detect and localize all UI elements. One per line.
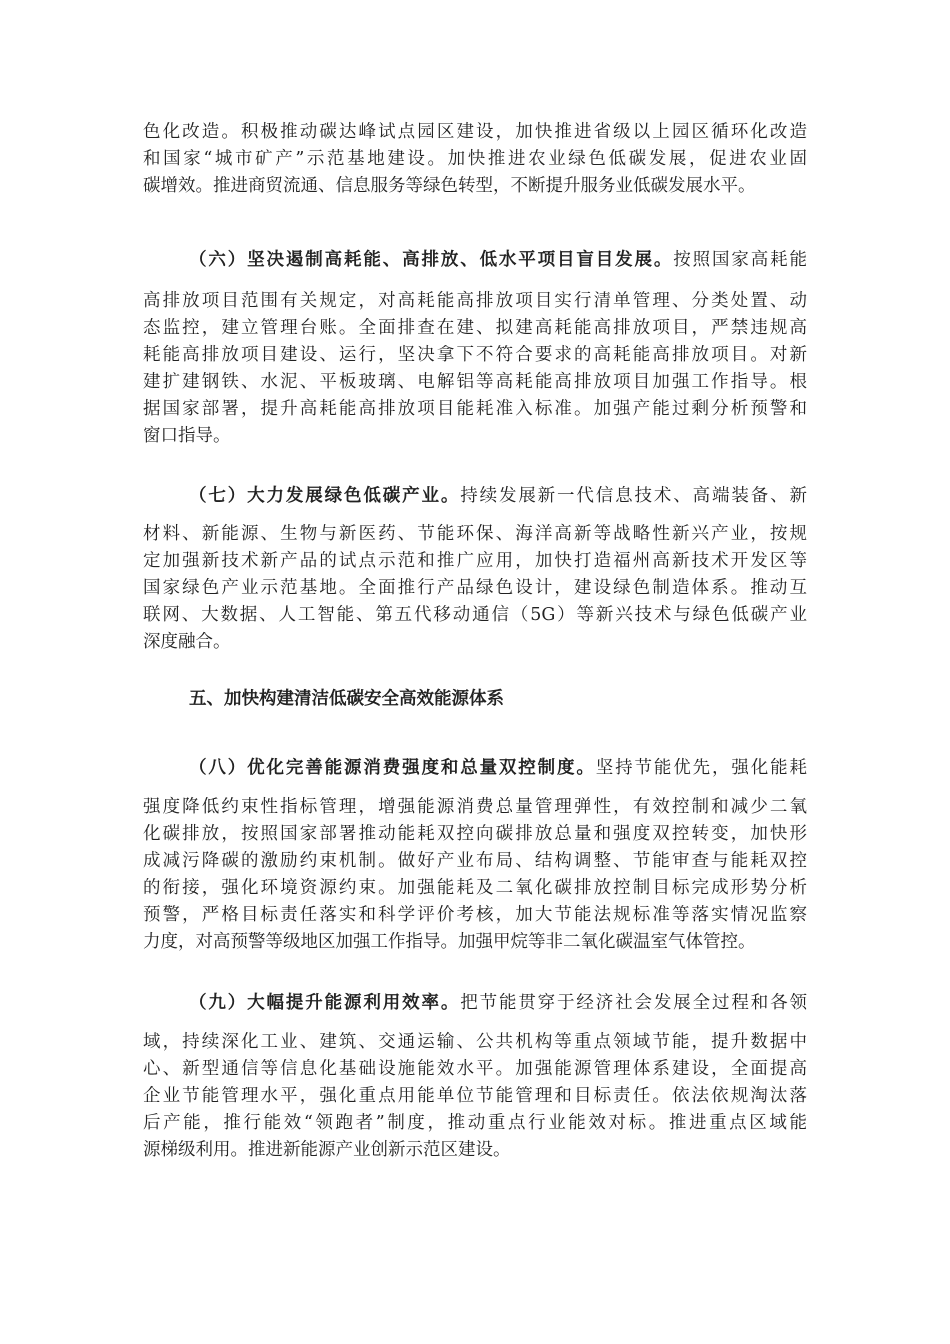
item-8-paragraph	[143, 755, 807, 782]
paragraph-line: 建扩建钢铁、水泥、平板玻璃、电解铝等高耗能高排放项目加强工作指导。根	[143, 372, 807, 392]
paragraph-line: 心、新型通信等信息化基础设施能效水平。加强能源管理体系建设，全面提高	[143, 1059, 807, 1079]
paragraph-line: 力度，对高预警等级地区加强工作指导。加强甲烷等非二氧化碳温室气体管控。	[143, 932, 756, 952]
item-6-heading: （六）坚决遏制高耗能、高排放、低水平项目盲目发展。	[189, 250, 674, 270]
paragraph-line: 后产能，推行能效“领跑者”制度，推动重点行业能效对标。推进重点区域能	[143, 1113, 807, 1133]
paragraph-line: 耗能高排放项目建设、运行，坚决拿下不符合要求的高耗能高排放项目。对新	[143, 345, 807, 365]
paragraph-line: 化碳排放，按照国家部署推动能耗双控向碳排放总量和强度双控转变，加快形	[143, 824, 807, 844]
item-7-heading: （七）大力发展绿色低碳产业。	[189, 486, 461, 506]
paragraph-line: 高排放项目范围有关规定，对高耗能高排放项目实行清单管理、分类处置、动	[143, 291, 807, 311]
paragraph-line: 碳增效。推进商贸流通、信息服务等绿色转型，不断提升服务业低碳发展水平。	[143, 176, 756, 196]
item-7-body	[143, 521, 807, 656]
continuation-paragraph	[143, 119, 807, 200]
item-8-first-line-text: 坚持节能优先，强化能耗	[595, 758, 808, 778]
paragraph-line: 的衔接，强化环境资源约束。加强能耗及二氧化碳排放控制目标完成形势分析	[143, 878, 807, 898]
paragraph-line: 态监控，建立管理台账。全面排查在建、拟建高耗能高排放项目，严禁违规高	[143, 318, 807, 338]
item-8-heading: （八）优化完善能源消费强度和总量双控制度。	[189, 758, 596, 778]
paragraph-line: 材料、新能源、生物与新医药、节能环保、海洋高新等战略性新兴产业，按规	[143, 524, 807, 544]
paragraph-line: 联网、大数据、人工智能、第五代移动通信（5G）等新兴技术与绿色低碳产业	[143, 605, 807, 625]
paragraph-line: 和国家“城市矿产”示范基地建设。加快推进农业绿色低碳发展，促进农业固	[143, 149, 807, 169]
paragraph-line: 定加强新技术新产品的试点示范和推广应用，加快打造福州高新技术开发区等	[143, 551, 807, 571]
item-6-body	[143, 288, 807, 450]
paragraph-line: 国家绿色产业示范基地。全面推行产品绿色设计，建设绿色制造体系。推动互	[143, 578, 807, 598]
item-9-heading: （九）大幅提升能源利用效率。	[189, 993, 461, 1013]
paragraph-line: 企业节能管理水平，强化重点用能单位节能管理和目标责任。依法依规淘汰落	[143, 1086, 807, 1106]
paragraph-line: 色化改造。积极推动碳达峰试点园区建设，加快推进省级以上园区循环化改造	[143, 122, 807, 142]
paragraph-line: 强度降低约束性指标管理，增强能源消费总量管理弹性，有效控制和减少二氧	[143, 797, 807, 817]
item-9-body	[143, 1029, 807, 1164]
item-6-first-line-text: 按照国家高耗能	[673, 250, 808, 270]
item-9-first-line-text: 把节能贯穿于经济社会发展全过程和各领	[460, 993, 808, 1013]
item-9-paragraph	[143, 990, 807, 1017]
paragraph-first-line	[143, 755, 807, 782]
item-7-first-line-text: 持续发展新一代信息技术、高端装备、新	[460, 486, 808, 506]
item-8-body	[143, 794, 807, 956]
paragraph-first-line	[143, 247, 807, 274]
paragraph-line: 窗口指导。	[143, 426, 231, 446]
item-6-paragraph	[143, 247, 807, 274]
paragraph-line: 成减污降碳的激励约束机制。做好产业布局、结构调整、节能审查与能耗双控	[143, 851, 807, 871]
section-5-heading: 五、加快构建清洁低碳安全高效能源体系	[189, 689, 504, 709]
paragraph-line: 域，持续深化工业、建筑、交通运输、公共机构等重点领域节能，提升数据中	[143, 1032, 807, 1052]
item-7-paragraph	[143, 483, 807, 510]
paragraph-first-line	[143, 990, 807, 1017]
paragraph-line: 源梯级利用。推进新能源产业创新示范区建设。	[143, 1140, 511, 1160]
paragraph-line: 预警，严格目标责任落实和科学评价考核，加大节能法规标准等落实情况监察	[143, 905, 807, 925]
paragraph-line: 深度融合。	[143, 632, 231, 652]
paragraph-line: 据国家部署，提升高耗能高排放项目能耗准入标准。加强产能过剩分析预警和	[143, 399, 807, 419]
paragraph-first-line	[143, 483, 807, 510]
